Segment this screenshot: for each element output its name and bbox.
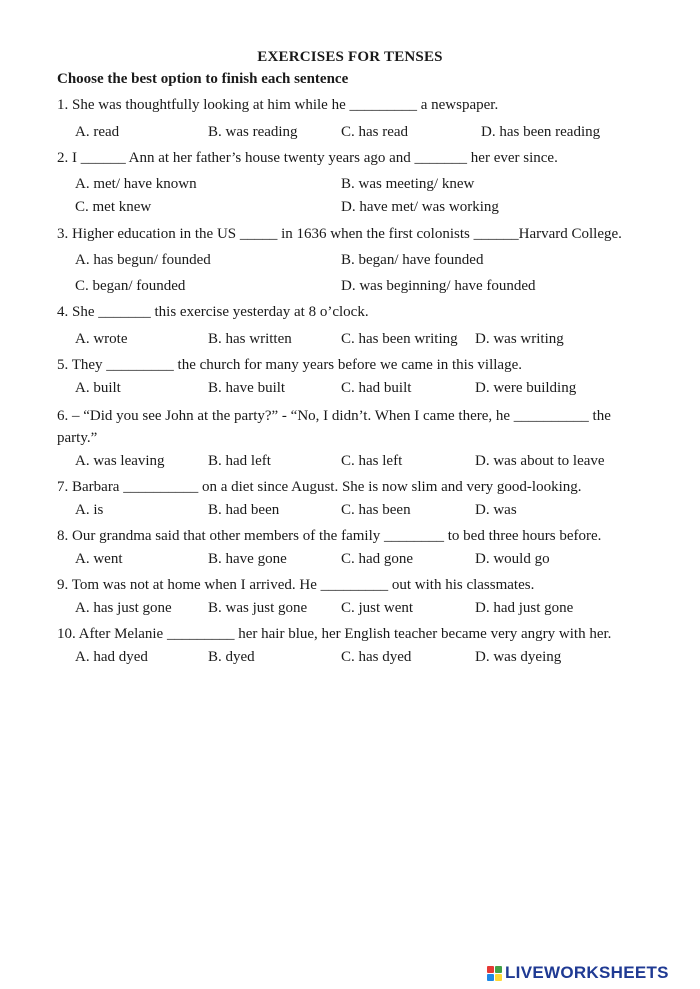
q4-option-b: B. has written: [208, 331, 292, 347]
q1-option-a: A. read: [75, 124, 120, 140]
question-4: 4. She _______ this exercise yesterday at 8 o’clock.: [57, 304, 369, 320]
q4-option-c: C. has been writing: [341, 331, 458, 347]
question-6: 6. – “Did you see John at the party?” - “No, I didn’t. When I came there, he __________ the party.”: [57, 408, 611, 446]
q5-option-a: A. built: [75, 380, 121, 396]
q8-option-d: D. would go: [475, 551, 550, 567]
q9-option-c: C. just went: [341, 600, 414, 616]
q9-option-b: B. was just gone: [208, 600, 308, 616]
q7-option-a: A. is: [75, 502, 104, 518]
q7-option-b: B. had been: [208, 502, 280, 518]
question-2: 2. I ______ Ann at her father’s house twenty years ago and _______ her ever since.: [57, 150, 558, 166]
q1-option-c: C. has read: [341, 124, 409, 140]
q5-option-c: C. had built: [341, 380, 412, 396]
q9-option-d: D. had just gone: [475, 600, 574, 616]
logo-square-4: [495, 974, 502, 981]
logo-square-1: [487, 966, 494, 973]
question-7: 7. Barbara __________ on a diet since August. She is now slim and very good-looking.: [57, 479, 582, 495]
q6-option-b: B. had left: [208, 453, 271, 469]
logo-square-2: [495, 966, 502, 973]
q8-option-a: A. went: [75, 551, 123, 567]
q4-option-d: D. was writing: [475, 331, 564, 347]
q10-option-b: B. dyed: [208, 649, 255, 665]
q10-option-a: A. had dyed: [75, 649, 148, 665]
q3-option-b: B. began/ have founded: [341, 252, 484, 268]
logo-square-3: [487, 974, 494, 981]
q10-option-c: C. has dyed: [341, 649, 412, 665]
logo-text: LIVEWORKSHEETS: [505, 963, 669, 982]
q8-option-c: C. had gone: [341, 551, 414, 567]
q8-option-b: B. have gone: [208, 551, 287, 567]
q9-option-a: A. has just gone: [75, 600, 172, 616]
page-title: EXERCISES FOR TENSES: [257, 49, 443, 65]
q2-option-a: A. met/ have known: [75, 176, 197, 192]
q5-option-d: D. were building: [475, 380, 577, 396]
q5-option-b: B. have built: [208, 380, 286, 396]
q2-option-d: D. have met/ was working: [341, 199, 499, 215]
instruction-text: Choose the best option to finish each sentence: [57, 71, 349, 87]
q10-option-d: D. was dyeing: [475, 649, 562, 665]
question-9: 9. Tom was not at home when I arrived. He _________ out with his classmates.: [57, 577, 535, 593]
q3-option-a: A. has begun/ founded: [75, 252, 211, 268]
q6-option-d: D. was about to leave: [475, 453, 605, 469]
q7-option-c: C. has been: [341, 502, 411, 518]
q6-option-c: C. has left: [341, 453, 403, 469]
question-10: 10. After Melanie _________ her hair blue, her English teacher became very angry with her.: [57, 626, 612, 642]
q1-option-b: B. was reading: [208, 124, 298, 140]
q4-option-a: A. wrote: [75, 331, 128, 347]
question-5: 5. They _________ the church for many years before we came in this village.: [57, 357, 522, 373]
q7-option-d: D. was: [475, 502, 517, 518]
q2-option-b: B. was meeting/ knew: [341, 176, 475, 192]
liveworksheets-logo-icon: [487, 966, 502, 981]
question-3: 3. Higher education in the US _____ in 1636 when the first colonists ______Harvard College.: [57, 226, 622, 242]
q1-option-d: D. has been reading: [481, 124, 601, 140]
q3-option-d: D. was beginning/ have founded: [341, 278, 536, 294]
question-1: 1. She was thoughtfully looking at him while he _________ a newspaper.: [57, 97, 499, 113]
q2-option-c: C. met knew: [75, 199, 152, 215]
q6-option-a: A. was leaving: [75, 453, 165, 469]
liveworksheets-logo[interactable]: [487, 962, 669, 984]
q3-option-c: C. began/ founded: [75, 278, 186, 294]
question-8: 8. Our grandma said that other members of the family ________ to bed three hours before.: [57, 528, 602, 544]
